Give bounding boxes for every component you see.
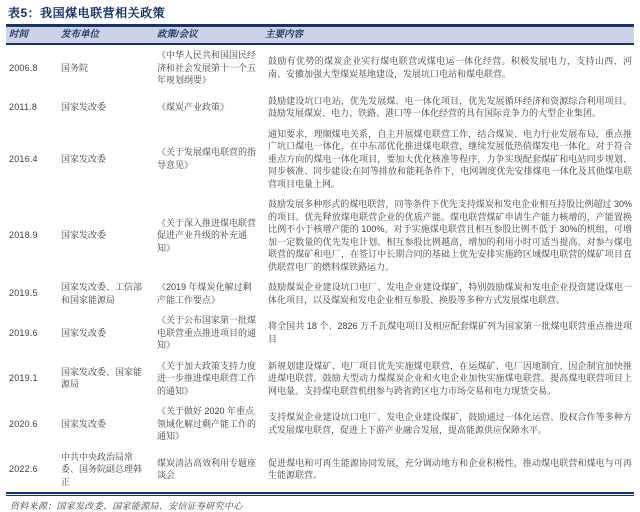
column-header-time: 时间 xyxy=(6,26,58,45)
cell-policy: 《中华人民共和国国民经济和社会发展第十一个五年规划纲要》 xyxy=(157,50,257,85)
source-note: 资料来源：国家发改委、国家能源局、安信证券研究中心 xyxy=(10,501,243,511)
cell-issuer: 国务院 xyxy=(61,62,89,73)
cell-content: 鼓励发展多种形式的煤电联营，同等条件下优先支持煤炭和发电企业相互持股比例超过 30%的项目。优先释放煤电联营企业的优质产能。煤电联营煤矿申请生产能力核增的，产能置换比例不小于核增产能的 100%。对于实施煤电联营且相互参股比例不低于 30%的机组，可增加一定数量的优先发电计划。相互参股比例越高，增加的利用小时可适当提高。对参与煤电联营的煤矿和电厂，在签订中长期合同的基础上优先安排实施跨区域煤电联营的煤矿项目直供联营电厂的燃料煤铁路运力。 xyxy=(268,199,632,272)
cell-time: 2006.8 xyxy=(9,62,38,73)
cell-content: 支持煤炭企业建设坑口电厂、发电企业建设煤矿，鼓励通过一体化运营、股权合作等多种方式发展煤电联营，促进上下游产业融合发展，提高能源供应保障水平。 xyxy=(268,412,632,435)
table-row xyxy=(6,356,634,402)
cell-issuer: 国家发改委 xyxy=(61,418,107,429)
cell-time: 2019.1 xyxy=(9,373,38,383)
cell-content: 鼓励建设坑口电站，优先发展煤、电一体化项目，优先发展循环经济和资源综合利用项目。鼓励发展煤炭、电力、铁路、港口等一体化经营的具有国际竞争力的大型企业集团。 xyxy=(268,95,632,118)
table-row xyxy=(6,124,634,195)
column-header-issuer: 发布单位 xyxy=(58,26,154,45)
table-row xyxy=(6,277,634,310)
table-row xyxy=(6,194,634,277)
policy-table xyxy=(6,24,634,492)
table-row xyxy=(6,401,634,447)
cell-policy: 《2019 年煤炭化解过剩产能工作要点》 xyxy=(157,282,252,305)
cell-time: 2020.6 xyxy=(9,418,38,429)
cell-content: 鼓励煤炭企业建设坑口电厂、发电企业建设煤矿，特别鼓励煤炭和发电企业投资建设煤电一体化项目，以及煤炭和发电企业相互参股、换股等多种方式发展煤电联营。 xyxy=(268,282,632,305)
cell-time: 2019.6 xyxy=(9,327,38,338)
cell-issuer: 国家发改委、国家能源局 xyxy=(61,366,143,390)
policy-table-body xyxy=(6,44,634,492)
column-header-content: 主要内容 xyxy=(262,26,634,45)
cell-issuer: 国家发改委 xyxy=(61,327,107,338)
cell-time: 2022.6 xyxy=(9,464,38,474)
cell-content: 促进煤电和可再生能源协同发展，充分调动地方和企业积极性，推动煤电联营和煤电与可再生能源联营。 xyxy=(268,457,632,481)
cell-issuer: 国家发改委、工信部和国家能源局 xyxy=(61,282,143,305)
cell-content: 通知要求，理顺煤电关系，自主开展煤电联营工作，结合煤炭、电力行业发展布局，重点推广坑口煤电一体化，在中东部优化推进煤电联营，继续发展低热值煤发电一体化。对于符合重点方向的煤电一体化项目，要加大优化核准等程序，力争实现配套煤矿和电站同步规划、同步核准、同步建设;在同等排放和能耗条件下，电网调度优先安排煤电一体化及其他煤电联营项目电量上网。 xyxy=(268,128,632,189)
cell-policy: 《关于加大政策支持力度进一步推进煤电联营工作的通知》 xyxy=(157,360,257,396)
cell-policy: 《关于公布国家第一批煤电联营重点推进项目的通知》 xyxy=(157,315,257,350)
table-title: 表5：我国煤电联营相关政策 xyxy=(8,6,166,20)
table-row xyxy=(6,310,634,356)
cell-time: 2011.8 xyxy=(9,101,38,112)
cell-time: 2019.5 xyxy=(9,288,38,299)
cell-policy: 《煤炭产业政策》 xyxy=(157,101,230,112)
cell-time: 2018.9 xyxy=(9,230,38,241)
table-row xyxy=(6,91,634,124)
cell-policy: 煤炭清洁高效利用专题座谈会 xyxy=(157,457,257,481)
table-row xyxy=(6,447,634,493)
cell-issuer: 国家发改委 xyxy=(61,153,107,164)
cell-content: 将全国共 18 个、2826 万千瓦煤电项目及相应配套煤矿列为国家第一批煤电联营重点推进项目 xyxy=(268,321,632,344)
table-header xyxy=(6,26,634,45)
cell-issuer: 中共中央政治局常委、国务院副总理韩正 xyxy=(61,451,143,487)
column-header-policy: 政策/会议 xyxy=(154,26,262,45)
cell-issuer: 国家发改委 xyxy=(61,230,107,241)
table-row xyxy=(6,44,634,91)
cell-time: 2016.4 xyxy=(9,153,38,164)
cell-content: 鼓励有优势的煤炭企业实行煤电联营或煤电运一体化经营。积极发展电力，支持山西、河南、安徽加强大型煤炭基地建设，发展坑口电站和煤电联营。 xyxy=(268,56,632,79)
cell-issuer: 国家发改委 xyxy=(61,101,107,112)
cell-policy: 《关于深入推进煤电联营促进产业升级的补充通知》 xyxy=(157,217,257,253)
header-row xyxy=(6,26,634,45)
cell-content: 新规划建设煤矿、电厂项目优先实施煤电联营，在运煤矿、电厂因地制宜、因企制宜加快推进煤电联营，鼓励大型动力煤煤炭企业和火电企业加快实施煤电联营。提高煤电联营项目上网电量。支持煤电联营机组参与跨省跨区电力市场交易和电力现货交易。 xyxy=(268,360,632,396)
cell-policy: 《关于做好 2020 年重点领域化解过剩产能工作的通知》 xyxy=(157,406,257,441)
cell-policy: 《关于发展煤电联营的指导意见》 xyxy=(157,147,257,170)
